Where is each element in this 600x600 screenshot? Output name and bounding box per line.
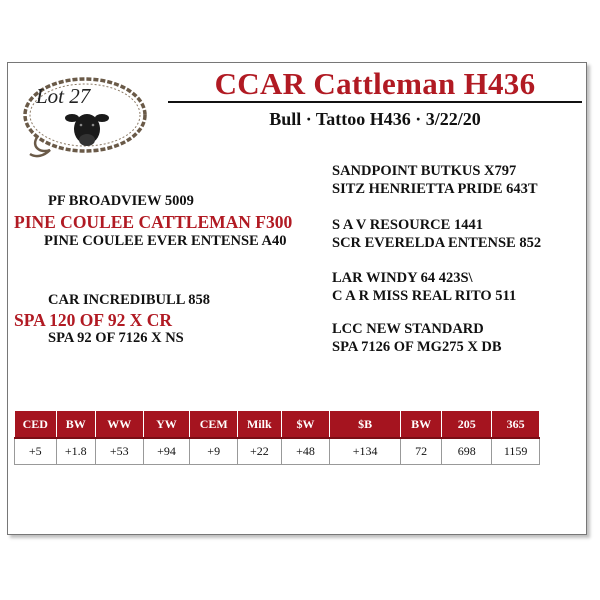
right-pedigree-line: SPA 7126 OF MG275 X DB	[332, 339, 502, 355]
right-pedigree-line: SCR EVERELDA ENTENSE 852	[332, 235, 542, 251]
right-pedigree-line: SANDPOINT BUTKUS X797	[332, 163, 517, 179]
right-pedigree-line: LCC NEW STANDARD	[332, 321, 484, 337]
epd-header: $B	[330, 411, 401, 439]
epd-value: +9	[190, 438, 238, 465]
epd-header: CEM	[190, 411, 238, 439]
bull-icon	[65, 114, 109, 146]
dam-dam: SPA 92 OF 7126 X NS	[48, 330, 184, 346]
epd-header: 205	[442, 411, 492, 439]
epd-header: $W	[281, 411, 330, 439]
epd-value: +94	[143, 438, 190, 465]
epd-value: 698	[442, 438, 492, 465]
epd-header: WW	[95, 411, 143, 439]
page-subtitle: Bull · Tattoo H436 · 3/22/20	[269, 109, 481, 129]
epd-value: +53	[95, 438, 143, 465]
lot-label: Lot 27	[36, 84, 91, 108]
epd-header: 365	[492, 411, 540, 439]
epd-header-row	[15, 411, 540, 439]
epd-header: CED	[15, 411, 57, 439]
epd-value-row	[15, 438, 540, 465]
right-pedigree-line: LAR WINDY 64 423S\	[332, 270, 473, 286]
epd-value: +22	[238, 438, 282, 465]
sire: PINE COULEE CATTLEMAN F300	[14, 212, 293, 232]
sire-dam: PINE COULEE EVER ENTENSE A40	[44, 233, 287, 249]
epd-header: BW	[56, 411, 95, 439]
epd-value: +5	[15, 438, 57, 465]
epd-value: +1.8	[56, 438, 95, 465]
dam: SPA 120 OF 92 X CR	[14, 310, 172, 330]
epd-value: 72	[400, 438, 442, 465]
dam-sire: CAR INCREDIBULL 858	[48, 292, 210, 308]
page-title: CCAR Cattleman H436	[214, 66, 536, 101]
epd-header: YW	[143, 411, 190, 439]
epd-value: 1159	[492, 438, 540, 465]
title-underline	[168, 101, 582, 103]
epd-header: BW	[400, 411, 442, 439]
right-pedigree-line: C A R MISS REAL RITO 511	[332, 288, 517, 304]
lot-logo	[20, 74, 150, 160]
epd-value: +134	[330, 438, 401, 465]
epd-table	[14, 410, 540, 465]
epd-header: Milk	[238, 411, 282, 439]
right-pedigree-line: SITZ HENRIETTA PRIDE 643T	[332, 181, 538, 197]
sire-sire: PF BROADVIEW 5009	[48, 193, 194, 209]
right-pedigree-line: S A V RESOURCE 1441	[332, 217, 483, 233]
epd-value: +48	[281, 438, 330, 465]
